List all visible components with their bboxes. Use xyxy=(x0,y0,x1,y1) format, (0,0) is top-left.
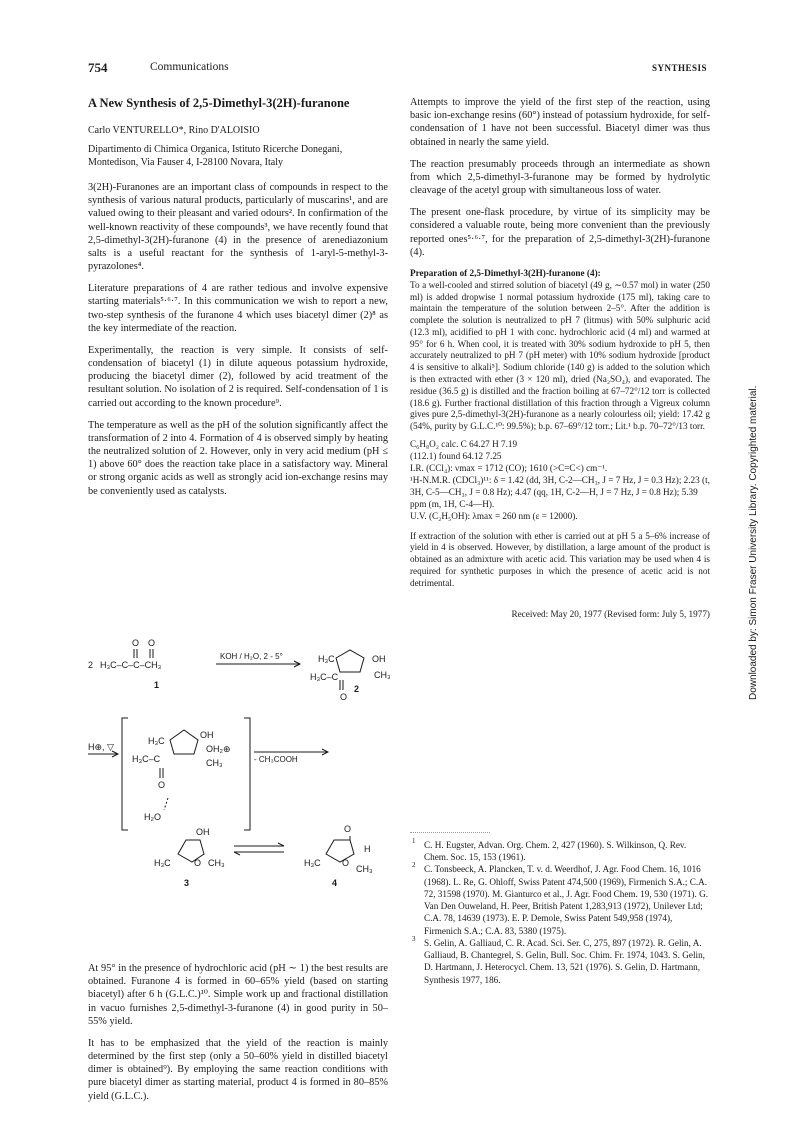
authors: Carlo VENTURELLO*, Rino D'ALOISIO xyxy=(88,125,260,136)
journal-name: SYNTHESIS xyxy=(651,63,707,73)
paragraph-conditions: At 95° in the presence of hydrochloric acid (pH ∼ 1) the best results are obtained. Furanone 4 is formed in 60–65% yield (based on starting biacetyl) after 6 h (G.L.C.)¹⁰. Simple work up and fractional distillation in vacuo furnishes 2,5-dimethyl-3-furanone (4) in good purity in 50–55% yield. xyxy=(88,963,388,1027)
ch3-label: H₃C xyxy=(154,858,171,868)
minus-acetic-acid: - CH₃COOH xyxy=(254,755,298,764)
paragraph-conclusion: The present one-flask procedure, by virtue of its simplicity may be considered a valuable route, being more convenient than the previously reported ones⁵·⁶·⁷, for the preparation of 2,5-dimethyl-3(2H)-furanone (4). xyxy=(410,207,710,258)
acid-condition: H⊕, ▽ xyxy=(88,742,114,752)
left-column-lower xyxy=(88,962,388,1112)
compound-label-2: 2 xyxy=(354,684,360,694)
reference-text: C. Tonsbeeck, A. Plancken, T. v. d. Weerdhof, J. Agr. Food Chem. 16, 1016 (1968). L. Re, G. Ohloff, Swiss Patent 474,500 (1969), Firmenich S.A.; C.A. 72, 31598 (1970). M. Gianturco et al., J. Agr. Food Chem. 19, 530 (1971). G. Van Den Ouweland, H. Peer, British Patent 1,283,913 (1972), Unilever Ltd; C.A. 78, 14639 (1973). E. P. Demole, Swiss Patent 549,958 (1974), Firmenich S.A.; C.A. 83, 5380 (1975). xyxy=(424,864,709,936)
ch3-label: H₃C xyxy=(304,858,321,868)
ch3-label: H₃C xyxy=(148,736,165,746)
oh2-label: OH₂⊕ xyxy=(206,744,231,754)
reference-item xyxy=(410,863,710,936)
biacetyl-formula: H₃C–C–C–CH₃ xyxy=(100,660,162,670)
oh-label: OH xyxy=(196,827,210,837)
elemental-found: (112.1) found 64.12 7.25 xyxy=(410,450,502,461)
reference-number: 3 xyxy=(412,934,416,943)
ch3-label: H₃C xyxy=(318,654,335,664)
paragraph-literature: Literature preparations of 4 are rather tedious and involve expensive starting materials⁵·⁶·⁷. In this communication we wish to report a new, two-step synthesis of the furanone 4 which uses biacetyl dimer (2)⁸ as the key intermediate of the reaction. xyxy=(88,283,388,334)
ch3-label: CH₃ xyxy=(208,858,225,868)
references xyxy=(410,832,710,986)
ch3-label: CH₃ xyxy=(206,758,223,768)
o-label: O xyxy=(158,780,166,790)
o-label: O xyxy=(340,692,348,702)
reference-number: 1 xyxy=(412,837,416,845)
compound-label-3: 3 xyxy=(184,878,190,888)
paragraph-attempts: Attempts to improve the yield of the first step of the reaction, using basic ion-exchange resins (60°) instead of potassium hydroxide, for self-condensation of 1 have not been successful. Biacetyl dimer was thus obtained in nearly the same yield. xyxy=(410,97,710,148)
reference-text: S. Gelin, A. Galliaud, C. R. Acad. Sci. Ser. C, 275, 897 (1972). R. Gelin, A. Galliaud, B. Chantegrel, S. Gelin, Bull. Soc. Chim. Fr. 1974, 1043. S. Gelin, D. Hartmann, J. Heterocycl. Chem. 13, 521 (1976). S. Gelin, D. Hartmann, Synthesis 1977, 186. xyxy=(424,937,705,985)
article-title: A New Synthesis of 2,5-Dimethyl-3(2H)-furanone xyxy=(88,96,350,110)
paragraph-experimental: Experimentally, the reaction is very simple. It consists of self-condensation of biacetyl (1) in dilute aqueous potassium hydroxide, producing the biacetyl dimer (2), followed by acid treatment of the resultant solution. No isolation of 2 is required. Self-condensation of 1 is carried out according to the known procedure⁹. xyxy=(88,344,388,409)
reagent-label: KOH / H₂O, 2 - 5° xyxy=(220,652,283,661)
o-label: O xyxy=(344,824,352,834)
reaction-scheme xyxy=(88,638,391,940)
oh-label: OH xyxy=(372,654,386,664)
compound-label-4: 4 xyxy=(332,878,338,888)
experimental-title: Preparation of 2,5-Dimethyl-3(2H)-furanone (4): xyxy=(410,267,601,278)
right-column xyxy=(410,96,710,619)
h3cc-label: H₃C–C xyxy=(132,754,161,764)
ir-data: I.R. (CCl₄): νmax = 1712 (CO); 1610 (>C=C<) cm⁻¹. xyxy=(410,462,608,473)
nmr-data: ¹H-N.M.R. (CDCl₃)¹¹: δ = 1.42 (dd, 3H, C-2—CH₃, J = 7 Hz, J = 0.3 Hz); 2.23 (t, 3H, C-5—CH₃, J = 0.8 Hz); 4.47 (qq, 1H, C-2—H, J = 7 Hz, J = 0.8 Hz); 5.39 ppm (m, 1H, C-4—H). xyxy=(410,474,710,509)
o-label: O xyxy=(342,858,350,868)
h3cc-label: H₃C–C xyxy=(310,672,339,682)
extraction-note: If extraction of the solution with ether is carried out at pH 5 a 5–6% increase of yield in 4 is observed. However, by distillation, a large amount of the product is obtained as an admixture with acetic acid. This variation may be used when 4 is required for synthetic purposes in which the presence of acetic acid is not detrimental. xyxy=(410,530,710,588)
compound-label-1: 1 xyxy=(154,680,160,690)
left-column xyxy=(88,96,388,507)
oh-label: OH xyxy=(200,730,214,740)
ch3-label: CH₃ xyxy=(356,864,373,874)
section-title: Communications xyxy=(150,61,229,73)
received-date: Received: May 20, 1977 (Revised form: July 5, 1977) xyxy=(511,609,710,620)
reference-number: 2 xyxy=(412,861,416,870)
page-number: 754 xyxy=(88,60,108,75)
reference-text: C. H. Eugster, Advan. Org. Chem. 2, 427 (1960). S. Wilkinson, Q. Rev. Chem. Soc. 15, 153 (1961). xyxy=(424,840,687,863)
elemental-calc: C₆H₈O₂ calc. C 64.27 H 7.19 xyxy=(410,438,518,449)
download-notice: Downloaded by: Simon Fraser University Library. Copyrighted material. xyxy=(748,385,759,700)
paragraph-temperature: The temperature as well as the pH of the solution significantly affect the transformation of 2 into 4. Formation of 4 is observed simply by heating the neutralized solution of 2. However, only in very acid medium (pH ≤ 1) above 60° does the reaction take place in a satisfactory way. Mineral or strong organic acids as well as strongly acid ion-exchange resins may be conveniently used as catalysts. xyxy=(88,419,388,497)
analysis-data xyxy=(410,439,710,523)
reference-item xyxy=(410,839,710,863)
paragraph-yield: It has to be emphasized that the yield of the reaction is mainly determined by the first step (only a 50–60% yield in distilled biacetyl dimer is obtained⁹). By employing the same reaction conditions with pure biacetyl dimer as starting material, product 4 is formed in 80–85% yield (G.L.C.). xyxy=(88,1037,388,1102)
ch3-label: CH₃ xyxy=(374,670,391,680)
o-label: O xyxy=(132,638,140,648)
h-label: H xyxy=(364,844,371,854)
reference-divider xyxy=(410,832,490,833)
paragraph-mechanism: The reaction presumably proceeds through an intermediate as shown from which 2,5-dimethyl-3-furanone may be formed by hydrolytic cleavage of the acetyl group with simultaneous loss of water. xyxy=(410,158,710,197)
uv-data: U.V. (C₂H₅OH): λmax = 260 nm (ε = 12000). xyxy=(410,510,578,521)
experimental-procedure: To a well-cooled and stirred solution of biacetyl (49 g, ∼0.57 mol) in water (250 ml) is added dropwise 1 normal potassium hydroxide (175 ml), taking care to maintain the temperature of the solution between 2–5°. After the addition is complete the solution is neutralized to pH 7 (litmus) with 50% sulphuric acid (12.3 ml), acidified to pH 1 with conc. hydrochloric acid (4 ml) and warmed at 95° for 6 h. When cool, it is treated with 30% sodium hydroxide to pH 5, then accurately neutralized to pH 7 (pH meter) with 10% sodium hydroxide [product 4 is sensitive to alkali⁵]. Sodium chloride (140 g) is added to the solution which is then extracted with ether (3 × 120 ml), dried (Na₂SO₄), and evaporated. The residue (36.5 g) is distilled and the fraction boiling at 67–72°/12 torr is collected (18.6 g). Further fractional distillation of this fraction through a Vigreux column gives pure 2,5-dimethyl-3(2H)-furanone as a nearly colourless oil; yield: 17.42 g (54%, purity by G.L.C.¹⁰: 99.5%); b.p. 67–69°/12 torr.; Lit.¹ b.p. 70–72°/13 torr. xyxy=(410,279,710,432)
o-label: O xyxy=(148,638,156,648)
affiliation: Dipartimento di Chimica Organica, Istituto Ricerche Donegani, Montedison, Via Fauser 4, I-28100 Novara, Italy xyxy=(88,144,343,168)
paragraph-intro: 3(2H)-Furanones are an important class of compounds in respect to the synthesis of various natural products, particularly of muscarins¹, and are valued owing to their pleasant and varied odours². In confirmation of the well-known reactivity of these compounds³, we have recently found that 2,5-dimethyl-3(2H)-furanone (4) in the presence of arenediazonium salts is a useful reactant for the synthesis of 1-aryl-5-methyl-3-pyrazolones⁴. xyxy=(88,182,388,273)
water-label: H₂O xyxy=(144,812,161,822)
scheme-coefficient: 2 xyxy=(88,660,94,670)
o-label: O xyxy=(194,858,202,868)
reference-item xyxy=(410,934,710,986)
